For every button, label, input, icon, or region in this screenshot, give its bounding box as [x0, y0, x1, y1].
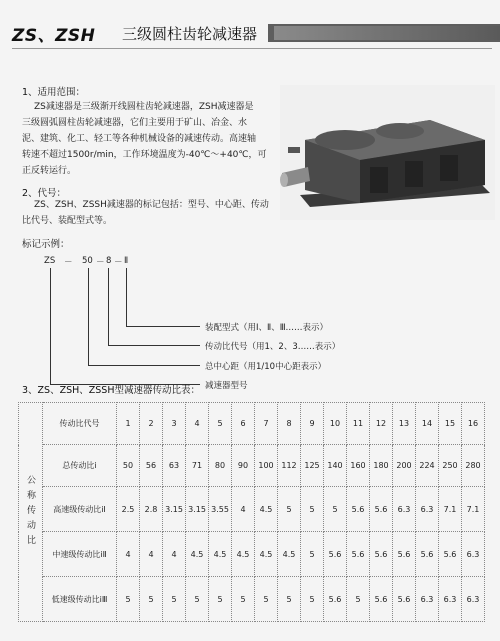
table-cell: 5 [301, 577, 324, 622]
row-label: 中速级传动比iⅡ [43, 532, 117, 577]
section2-line: 比代号、装配型式等。 [22, 216, 113, 226]
section1-line: ZS减速器是三级渐开线圆柱齿轮减速器，ZSH减速器是 [34, 102, 254, 112]
table-cell: 5 [163, 577, 186, 622]
table-cell: 4 [163, 532, 186, 577]
table-cell: 5.6 [393, 532, 416, 577]
table-cell: 10 [324, 403, 347, 445]
title-product: 三级圆柱齿轮减速器 [122, 25, 258, 43]
table-cell: 160 [347, 445, 370, 487]
table-cell: 6 [232, 403, 255, 445]
table-cell: 6.3 [462, 532, 485, 577]
table-cell: 280 [462, 445, 485, 487]
table-cell: 3.15 [163, 487, 186, 532]
table-cell: 6.3 [393, 487, 416, 532]
table-cell: 4 [140, 532, 163, 577]
title-model: ZS、ZSH [12, 26, 96, 46]
table-cell: 5.6 [439, 532, 462, 577]
table-cell: 5.6 [347, 532, 370, 577]
table-cell: 5.6 [324, 532, 347, 577]
example-ratio-code: 8 [106, 256, 112, 266]
row-label: 高速级传动比iⅠ [43, 487, 117, 532]
table-cell: 50 [117, 445, 140, 487]
table-cell: 5 [301, 532, 324, 577]
table-cell: 90 [232, 445, 255, 487]
table-cell: 100 [255, 445, 278, 487]
row-label: 总传动比i [43, 445, 117, 487]
table-cell: 5 [140, 577, 163, 622]
example-dash: － [64, 258, 73, 268]
legend-model: 减速器型号 [205, 381, 248, 391]
table-cell: 2.8 [140, 487, 163, 532]
page-header [0, 18, 500, 48]
table-cell: 4 [117, 532, 140, 577]
table-cell: 7.1 [439, 487, 462, 532]
table-cell: 14 [416, 403, 439, 445]
table-cell: 5 [278, 577, 301, 622]
legend-ratio-code: 传动比代号（用1、2、3……表示） [205, 342, 341, 352]
title-decor-bar [268, 24, 500, 42]
table-cell: 56 [140, 445, 163, 487]
table-cell: 7.1 [462, 487, 485, 532]
table-cell: 16 [462, 403, 485, 445]
table-cell: 250 [439, 445, 462, 487]
table-cell: 1 [117, 403, 140, 445]
table-cell: 7 [255, 403, 278, 445]
leader-line [126, 268, 127, 326]
table-cell: 4.5 [232, 532, 255, 577]
section1-line: 三级圆弧圆柱齿轮减速器，它们主要用于矿山、冶金、水 [22, 118, 248, 128]
leader-line [108, 268, 109, 345]
table-cell: 4.5 [209, 532, 232, 577]
table-row [19, 532, 485, 577]
example-dash: － [96, 258, 105, 268]
table-cell: 4 [232, 487, 255, 532]
marking-example-title: 标记示例： [22, 239, 70, 250]
gearbox-photo [280, 85, 495, 220]
table-cell: 5 [278, 487, 301, 532]
table-cell: 112 [278, 445, 301, 487]
table-cell: 4.5 [278, 532, 301, 577]
legend-center-distance: 总中心距（用1/10中心距表示） [205, 362, 327, 372]
table-cell: 5.6 [416, 532, 439, 577]
example-center-distance: 50 [82, 256, 93, 266]
table-cell: 4 [186, 403, 209, 445]
table-cell: 71 [186, 445, 209, 487]
table-cell: 5 [255, 577, 278, 622]
example-dash: － [114, 258, 123, 268]
table-cell: 13 [393, 403, 416, 445]
table-row [19, 445, 485, 487]
table-cell: 6.3 [416, 487, 439, 532]
table-cell: 5 [347, 577, 370, 622]
table-cell: 5.6 [370, 487, 393, 532]
table-cell: 4.5 [255, 487, 278, 532]
table-cell: 3 [163, 403, 186, 445]
example-model: ZS [44, 256, 56, 266]
table-cell: 5 [209, 577, 232, 622]
row-label: 传动比代号 [43, 403, 117, 445]
table-cell: 5 [324, 487, 347, 532]
table-cell: 6.3 [439, 577, 462, 622]
section1-line: 泥、建筑、化工、轻工等各种机械设备的减速传动。高速轴 [22, 134, 257, 144]
table-cell: 5 [301, 487, 324, 532]
legend-assembly-type: 装配型式（用Ⅰ、Ⅱ、Ⅲ……表示） [205, 323, 329, 333]
table-row [19, 403, 485, 445]
table-cell: 5 [232, 577, 255, 622]
table-cell: 125 [301, 445, 324, 487]
table-cell: 9 [301, 403, 324, 445]
table-cell: 12 [370, 403, 393, 445]
table-cell: 11 [347, 403, 370, 445]
section3-heading: 3、ZS、ZSH、ZSSH型减速器传动比表： [22, 385, 200, 396]
leader-line [88, 268, 89, 365]
table-cell: 6.3 [416, 577, 439, 622]
table-cell: 224 [416, 445, 439, 487]
ratio-table [18, 402, 485, 622]
table-cell: 4.5 [255, 532, 278, 577]
section1-line: 正反转运行。 [22, 166, 77, 176]
table-cell: 5.6 [347, 487, 370, 532]
table-cell: 5.6 [370, 577, 393, 622]
row-label: 低速级传动比iⅢ [43, 577, 117, 622]
leader-line [108, 345, 200, 346]
leader-line [88, 365, 200, 366]
table-cell: 5.6 [324, 577, 347, 622]
table-cell: 180 [370, 445, 393, 487]
table-cell: 15 [439, 403, 462, 445]
table-cell: 5.6 [393, 577, 416, 622]
table-row [19, 487, 485, 532]
section2-heading: 2、代号： [22, 188, 67, 199]
table-cell: 3.55 [209, 487, 232, 532]
example-assembly-type: Ⅱ [124, 256, 129, 266]
table-cell: 5.6 [370, 532, 393, 577]
table-cell: 8 [278, 403, 301, 445]
section2-line: ZS、ZSH、ZSSH减速器的标记包括：型号、中心距、传动 [34, 200, 269, 210]
table-cell: 6.3 [462, 577, 485, 622]
leader-line [126, 326, 200, 327]
header-rule [12, 48, 492, 49]
table-cell: 3.15 [186, 487, 209, 532]
table-cell: 2.5 [117, 487, 140, 532]
table-cell: 63 [163, 445, 186, 487]
section1-line: 转速不超过1500r/min，工作环境温度为-40℃～+40℃，可 [22, 150, 267, 160]
table-cell: 80 [209, 445, 232, 487]
table-cell: 5 [186, 577, 209, 622]
table-cell: 5 [117, 577, 140, 622]
section1-heading: 1、适用范围： [22, 87, 86, 98]
table-cell: 5 [209, 403, 232, 445]
table-row [19, 577, 485, 622]
table-cell: 2 [140, 403, 163, 445]
table-cell: 140 [324, 445, 347, 487]
table-side-label: 公称传动比 [19, 403, 43, 622]
table-cell: 200 [393, 445, 416, 487]
table-cell: 4.5 [186, 532, 209, 577]
leader-line [50, 268, 51, 384]
